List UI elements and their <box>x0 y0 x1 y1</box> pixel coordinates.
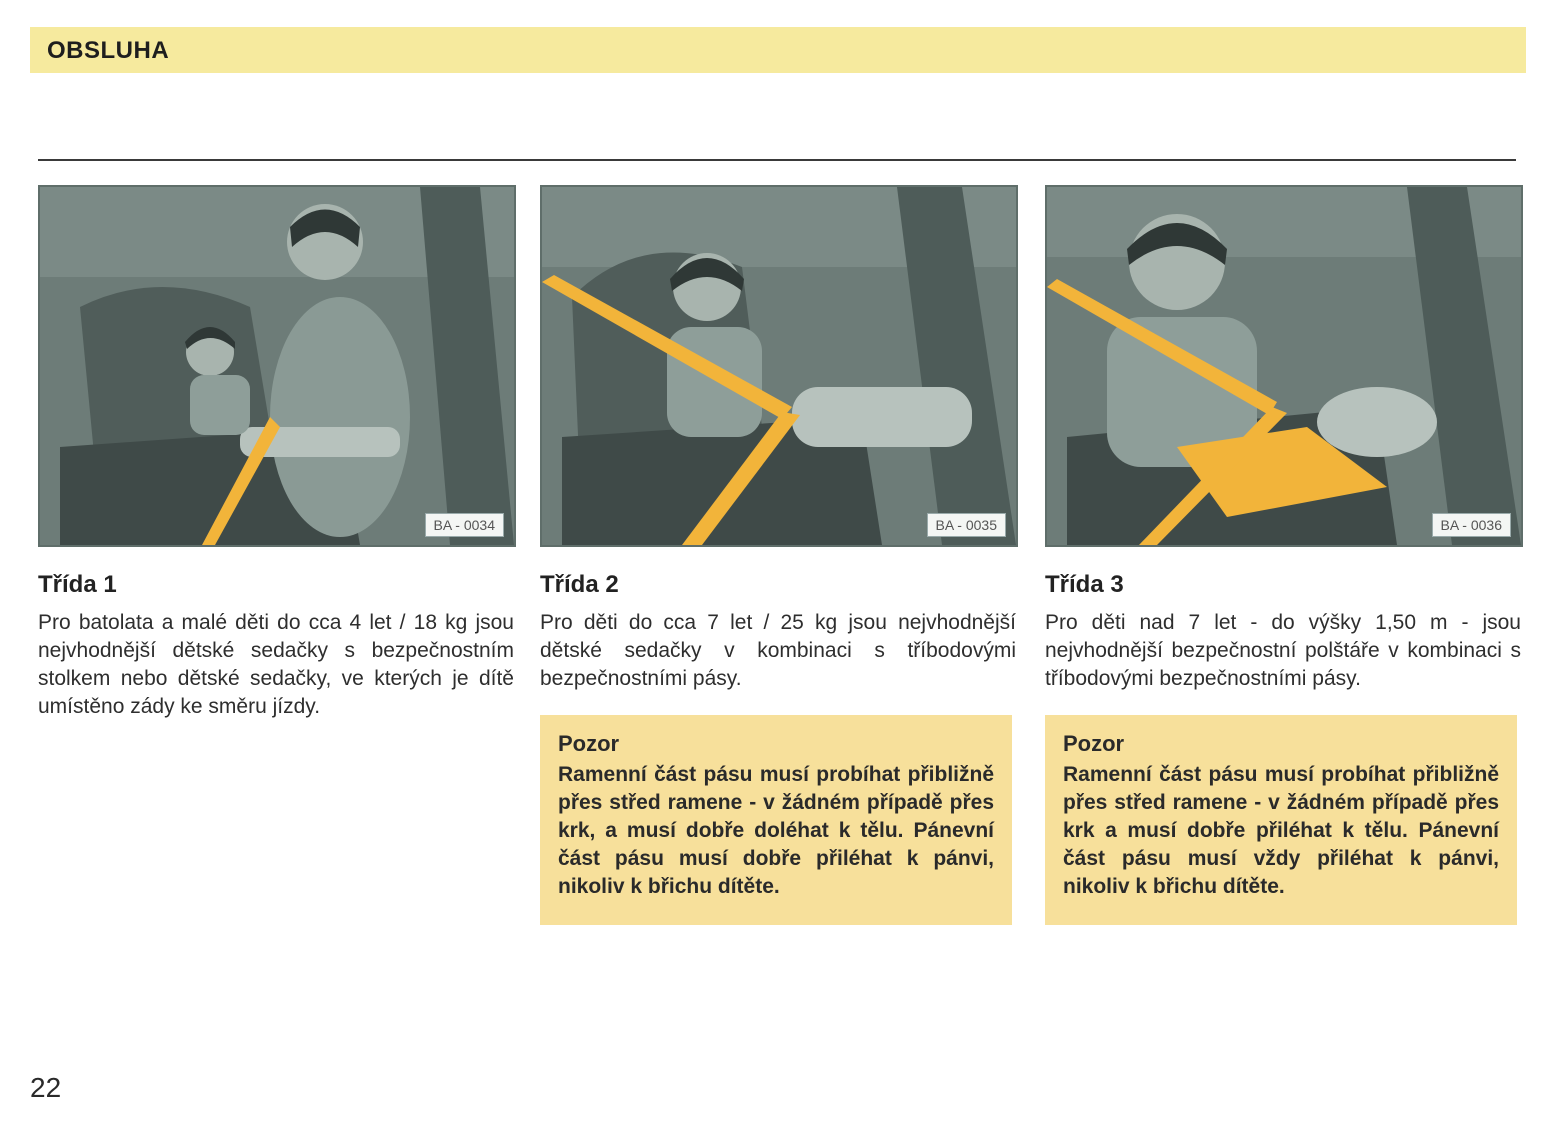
class-title: Třída 2 <box>540 571 619 598</box>
illustration-child-seat-rear-facing <box>38 185 516 547</box>
warning-text: Ramenní část pásu musí probíhat přibližně přes střed ramene - v žádném případě přes krk, a musí dobře doléhat k tělu. Pánevní část pásu musí dobře přiléhat k pánvi, nikoliv k břichu dítěte. <box>558 763 994 898</box>
class-title: Třída 1 <box>38 571 117 598</box>
column-class-2 <box>540 185 1016 925</box>
column-class-1 <box>38 185 514 721</box>
class-description: Pro děti do cca 7 let / 25 kg jsou nejvhodnější dětské sedačky v kombinaci s tříbodovými bezpečnostními pásy. <box>540 611 1016 690</box>
car-seat-scene-2 <box>542 187 1016 545</box>
warning-box <box>540 715 1012 925</box>
illustration-booster-cushion <box>1045 185 1523 547</box>
header-band <box>30 27 1526 73</box>
class-description: Pro batolata a malé děti do cca 4 let / 18 kg jsou nejvhodnější dětské sedačky s bezpečnostním stolkem nebo dětské sedačky, ve kterých je dítě umístěno zády ke směru jízdy. <box>38 611 514 718</box>
car-seat-scene-1 <box>40 187 514 545</box>
column-class-3 <box>1045 185 1521 925</box>
figure-label: BA - 0034 <box>425 513 505 537</box>
page-number: 22 <box>30 1072 62 1103</box>
warning-title: Pozor <box>1063 731 1125 756</box>
figure-label: BA - 0036 <box>1432 513 1512 537</box>
section-title: OBSLUHA <box>47 37 170 64</box>
illustration-child-seat-three-point-belt <box>540 185 1018 547</box>
warning-box <box>1045 715 1517 925</box>
horizontal-rule <box>38 159 1516 161</box>
warning-title: Pozor <box>558 731 620 756</box>
figure-label: BA - 0035 <box>927 513 1007 537</box>
car-seat-scene-3 <box>1047 187 1521 545</box>
warning-text: Ramenní část pásu musí probíhat přibližně přes střed ramene - v žádném případě přes krk a musí dobře přiléhat k tělu. Pánevní část pásu musí vždy přiléhat k pánvi, nikoliv k břichu dítěte. <box>1063 763 1499 898</box>
class-title: Třída 3 <box>1045 571 1124 598</box>
class-description: Pro děti nad 7 let - do výšky 1,50 m - jsou nejvhodnější bezpečnostní polštáře v kombinaci s tříbodovými bezpečnostními pásy. <box>1045 611 1521 690</box>
